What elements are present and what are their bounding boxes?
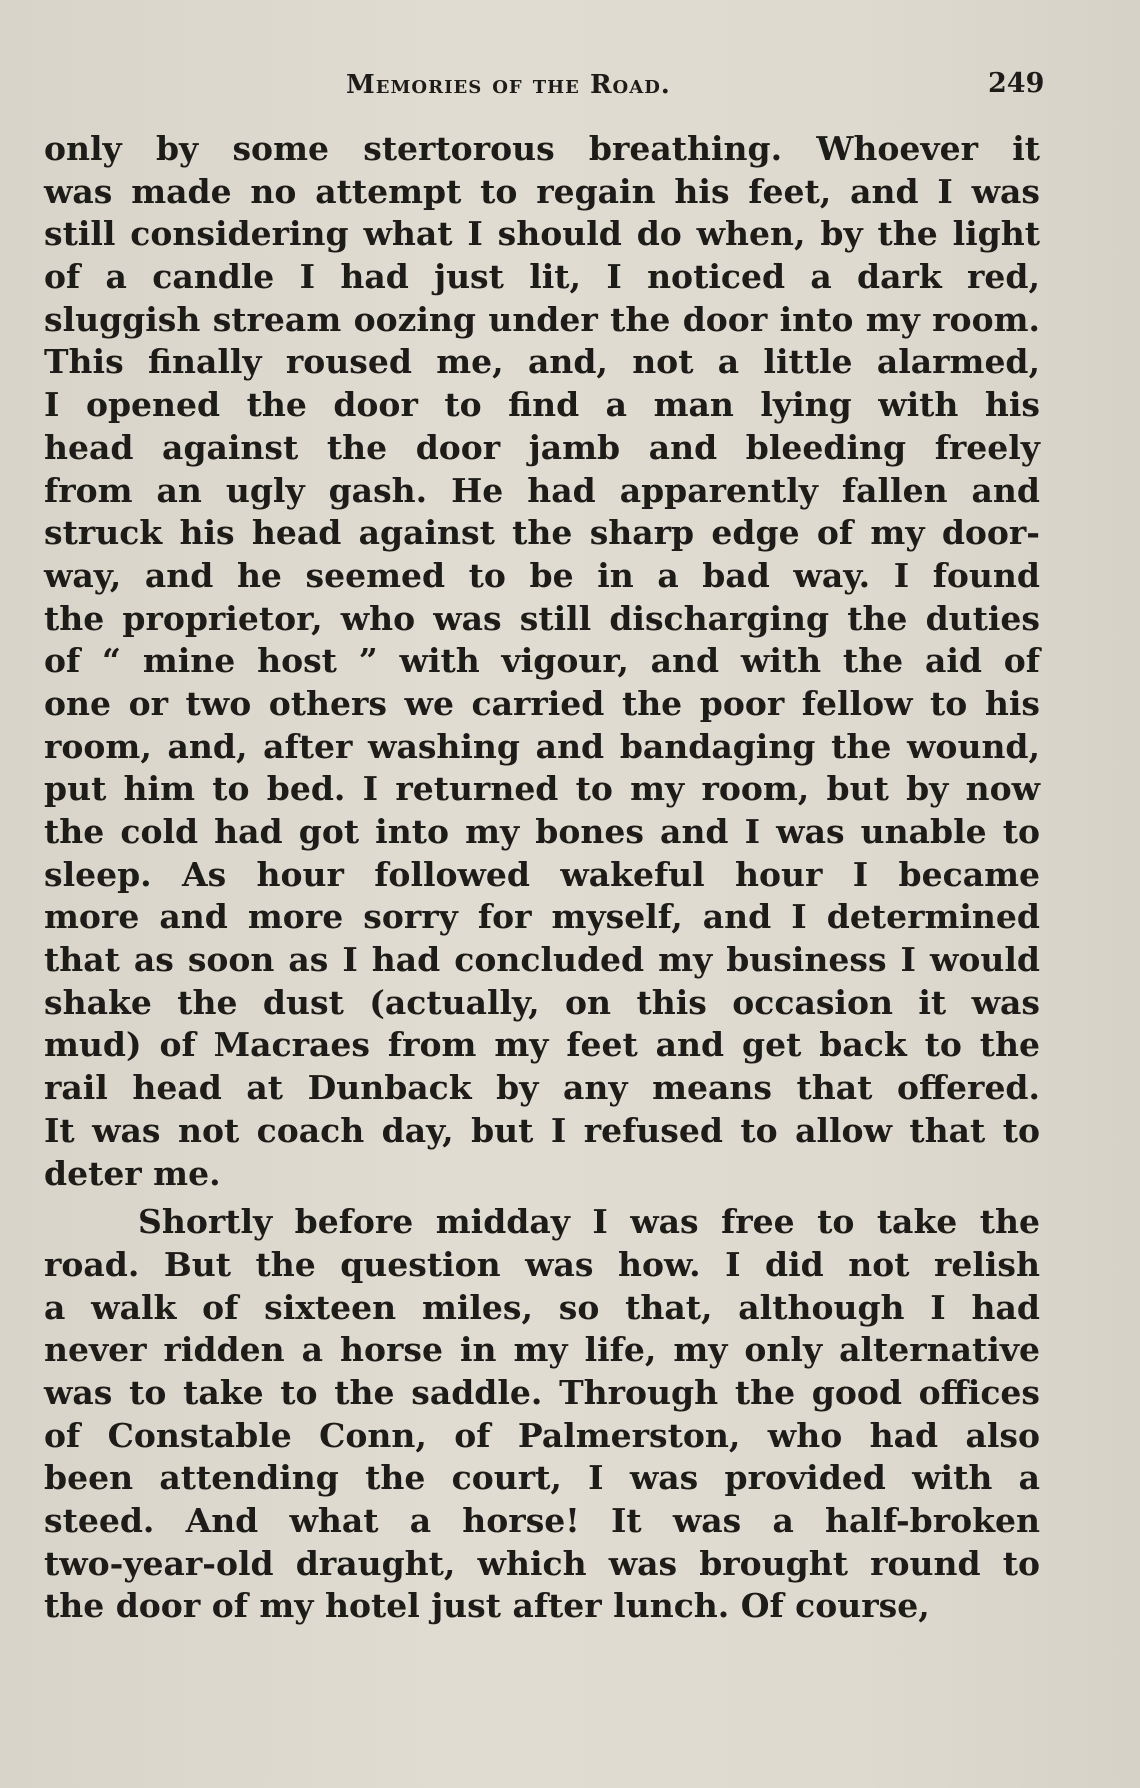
text-line: been attending the court, I was provided with a — [44, 1458, 1040, 1498]
text-line: two-year-old draught, which was brought round to — [44, 1543, 1040, 1583]
text-line: road. But the question was how. I did not relish — [44, 1244, 1040, 1284]
paragraph — [44, 128, 1040, 1195]
text-line: the door of my hotel just after lunch. Of course, — [44, 1586, 930, 1626]
text-line: only by some stertorous breathing. Whoever it — [44, 129, 1040, 168]
text-line: never ridden a horse in my life, my only alternative — [44, 1330, 1040, 1370]
text-line: from an ugly gash. He had apparently fallen and — [44, 470, 1040, 510]
text-line: of a candle I had just lit, I noticed a dark red, — [44, 257, 1040, 297]
text-line: It was not coach day, but I refused to allow that to — [44, 1110, 1040, 1150]
text-line: the cold had got into my bones and I was unable to — [44, 812, 1040, 851]
text-line: rail head at Dunback by any means that offered. — [44, 1068, 1040, 1108]
text-line: mud) of Macraes from my feet and get back to the — [44, 1025, 1040, 1065]
text-line: was to take to the saddle. Through the good offices — [44, 1372, 1040, 1412]
text-line: one or two others we carried the poor fellow to his — [44, 683, 1040, 723]
text-line: way, and he seemed to be in a bad way. I found — [44, 555, 1040, 595]
running-head — [0, 66, 1140, 106]
text-line: steed. And what a horse! It was a half-broken — [44, 1501, 1040, 1540]
running-title: Memories of the Road. — [346, 70, 671, 100]
text-line: more and more sorry for myself, and I determined — [44, 897, 1040, 937]
text-line: put him to bed. I returned to my room, but by now — [44, 769, 1040, 809]
text-line: a walk of sixteen miles, so that, although I had — [44, 1287, 1040, 1327]
text-line: sluggish stream oozing under the door into my room. — [44, 299, 1040, 339]
text-line: that as soon as I had concluded my business I would — [44, 940, 1040, 980]
text-line: head against the door jamb and bleeding freely — [44, 427, 1040, 467]
text-line: deter me. — [44, 1153, 221, 1193]
paragraph — [44, 1201, 1040, 1628]
text-line: room, and, after washing and bandaging the wound, — [44, 726, 1040, 766]
text-line: was made no attempt to regain his feet, and I was — [44, 171, 1040, 211]
page-number: 249 — [988, 68, 1045, 99]
text-line: struck his head against the sharp edge of my door- — [44, 513, 1040, 553]
text-line: still considering what I should do when, by the light — [44, 214, 1040, 254]
text-line: Shortly before midday I was free to take the — [138, 1202, 1040, 1242]
text-line: of “ mine host ” with vigour, and with the aid of — [44, 641, 1040, 681]
body-text — [44, 128, 1040, 1628]
text-line: This finally roused me, and, not a little alarmed, — [44, 342, 1040, 382]
text-line: I opened the door to find a man lying with his — [44, 385, 1040, 425]
text-line: sleep. As hour followed wakeful hour I became — [44, 854, 1040, 894]
text-line: the proprietor, who was still discharging the duties — [44, 598, 1040, 638]
text-line: of Constable Conn, of Palmerston, who had also — [44, 1415, 1040, 1455]
text-line: shake the dust (actually, on this occasion it was — [44, 982, 1040, 1022]
